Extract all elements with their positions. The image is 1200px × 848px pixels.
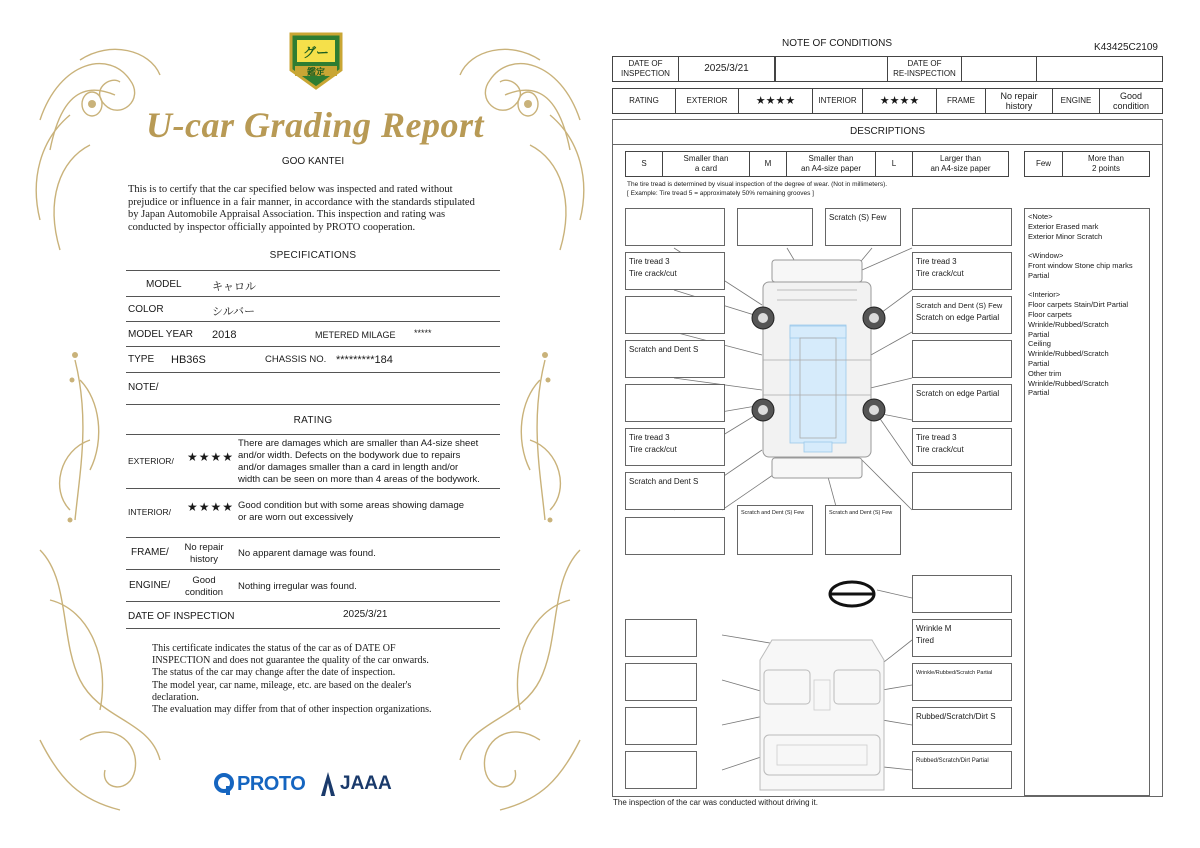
box-line: Wrinkle M (916, 624, 952, 633)
box-line: Scratch on edge Partial (916, 313, 1000, 322)
steering-wheel-icon (830, 582, 874, 606)
label-line: DATE OF (628, 59, 663, 68)
engine-description: Nothing irregular was found. (238, 581, 357, 592)
engine-value-line: Good (192, 575, 216, 586)
date-of-inspection-value: 2025/3/21 (343, 609, 388, 620)
frame-label: FRAME (937, 89, 986, 113)
frame-value (986, 89, 1053, 113)
box-line: Scratch and Dent (S) Few (916, 301, 1003, 310)
note-line: Front window Stone chip marks (1028, 260, 1133, 270)
engine-value (1100, 89, 1162, 113)
badge-bottom-text: 鑑定 (306, 67, 325, 77)
condition-box-rear-right: Scratch and Dent (S) Few (825, 505, 901, 555)
type-label: TYPE (128, 354, 155, 365)
desc-line: Good condition but with some areas showing damage (238, 500, 465, 511)
condition-box-interior-left-2 (625, 663, 697, 701)
legend-s-desc (663, 152, 750, 176)
tire-note-line: [ Example: Tire tread 5 = approximately 50% remaining grooves ] (627, 190, 814, 197)
legend-line: Smaller than (683, 154, 729, 163)
condition-box-front-scratch: Scratch (S) Few (825, 208, 901, 246)
date-row-gap (775, 57, 887, 81)
note-label: NOTE/ (128, 382, 159, 393)
interior-label: INTERIOR (813, 89, 863, 113)
legend-line: 2 points (1091, 164, 1121, 173)
proto-logo-text: PROTO (237, 772, 306, 795)
condition-box-left-rear: Scratch and Dent S (625, 472, 725, 510)
label-line: INSPECTION (621, 69, 670, 78)
desc-line: or are worn out excessively (238, 512, 354, 523)
condition-box-interior-left-4 (625, 751, 697, 789)
condition-box-rear-left: Scratch and Dent (S) Few (737, 505, 813, 555)
box-line: Tire tread 3 (916, 433, 957, 442)
note-line: Floor carpets (1028, 309, 1072, 319)
note-line: Exterior Erased mark (1028, 221, 1099, 231)
frame-label: FRAME/ (131, 547, 169, 558)
proto-mark-icon (213, 772, 235, 796)
note-line: Ceiling (1028, 339, 1051, 349)
desc-line: width can be seen on more than 4 areas of the bodywork. (238, 474, 480, 485)
chassis-value: *********184 (336, 354, 393, 366)
footer-line: INSPECTION and does not guarantee the quality of the car onwards. (152, 655, 429, 667)
intro-line: prejudice or influence in a fair manner, in accordance with the standards stipulated (128, 196, 475, 208)
legend-few-desc (1063, 152, 1149, 176)
metered-mileage-value: ***** (414, 328, 432, 338)
condition-box-front-center (737, 208, 813, 246)
note-line (1028, 281, 1146, 291)
rating-label: RATING (613, 89, 676, 113)
condition-box-left-middle: Scratch and Dent S (625, 340, 725, 378)
engine-label: ENGINE (1053, 89, 1100, 113)
condition-box-right-rear-door: Scratch on edge Partial (912, 384, 1012, 422)
intro-line: This is to certify that the car specified below was inspected and rated without (128, 184, 453, 195)
note-line: Other trim (1028, 368, 1062, 378)
reinspection-value-cell (962, 57, 1037, 81)
box-line: Tired (916, 636, 934, 645)
condition-box-left-rear-tire (625, 428, 725, 466)
value-line: Good (1119, 91, 1143, 101)
value-line: history (1005, 101, 1033, 111)
model-label: MODEL (146, 279, 182, 290)
note-line: Partial (1028, 270, 1050, 280)
box-line: Tire tread 3 (629, 433, 670, 442)
exterior-stars: ★★★★ (739, 89, 813, 113)
footer-line: The evaluation may differ from that of other inspection organizations. (152, 704, 432, 716)
legend-line: Larger than (940, 154, 981, 163)
badge-top-text: グー (302, 45, 329, 60)
footer-line: This certificate indicates the status of the car as of DATE OF (152, 643, 396, 654)
note-line: Wrinkle/Rubbed/Scratch (1028, 319, 1109, 329)
interior-stars: ★★★★ (187, 500, 235, 514)
reinspection-label-cell (887, 57, 962, 81)
desc-line: There are damages which are smaller than A4-size sheet (238, 438, 479, 449)
note-line: Partial (1028, 388, 1050, 398)
value-line: No repair (1000, 91, 1038, 101)
tire-note (627, 180, 1017, 198)
label-line: RE-INSPECTION (893, 69, 956, 78)
box-line: Tire tread 3 (629, 257, 670, 266)
model-year-label: MODEL YEAR (128, 329, 194, 340)
condition-box-console: Rubbed/Scratch/Dirt S (912, 707, 1012, 745)
date-row-right-cell (1037, 57, 1162, 81)
report-footer-note: The inspection of the car was conducted without driving it. (613, 798, 818, 807)
footer-line: declaration. (152, 691, 199, 703)
engine-value-line: condition (184, 587, 224, 598)
condition-box-right-rear (912, 472, 1012, 510)
condition-box-right-front-tire (912, 252, 1012, 290)
certificate-subtitle: GOO KANTEI (281, 156, 345, 167)
note-line: <Interior> (1028, 290, 1061, 300)
date-of-inspection-label: DATE OF INSPECTION (128, 611, 235, 622)
interior-label: INTERIOR/ (128, 507, 171, 517)
condition-box-right-front-door (912, 296, 1012, 334)
condition-box-steering (912, 575, 1012, 613)
condition-box-right-middle (912, 340, 1012, 378)
jaaa-logo (319, 770, 392, 798)
rating-title: RATING (293, 415, 333, 426)
legend-few-table (1024, 151, 1150, 177)
interior-stars: ★★★★ (863, 89, 937, 113)
engine-value (176, 575, 232, 599)
desc-line: and/or damages smaller than a card in length and/or (238, 462, 459, 473)
condition-box-rear-seat: Rubbed/Scratch/Dirt Partial (912, 751, 1012, 789)
note-line: Wrinkle/Rubbed/Scratch (1028, 349, 1109, 359)
note-line: Wrinkle/Rubbed/Scratch (1028, 378, 1109, 388)
condition-box-right-rear-tire (912, 428, 1012, 466)
legend-line: a card (694, 164, 718, 173)
frame-value-line: No repair (184, 542, 224, 553)
engine-label: ENGINE/ (129, 580, 171, 591)
chassis-label: CHASSIS NO. (265, 354, 327, 365)
notes-panel (1024, 208, 1150, 796)
jaaa-logo-text: JAAA (340, 773, 392, 794)
legend-s: S (626, 152, 663, 176)
footer-line: The model year, car name, mileage, etc. are based on the dealer's (152, 679, 412, 691)
frame-description: No apparent damage was found. (238, 548, 376, 559)
value-line: condition (1112, 101, 1150, 111)
footer-line: The status of the car may change after the date of inspection. (152, 667, 396, 679)
condition-box-rear-bottom-left (625, 517, 725, 555)
legend-line: an A4-size paper (930, 164, 991, 173)
note-line: Partial (1028, 329, 1050, 339)
frame-value-line: history (190, 554, 218, 565)
note-line: <Note> (1028, 212, 1053, 221)
interior-description (238, 500, 508, 524)
goo-kantei-badge (287, 30, 345, 92)
date-inspection-label-cell (613, 57, 679, 81)
date-inspection-value: 2025/3/21 (679, 57, 775, 81)
condition-box-interior-left-3 (625, 707, 697, 745)
model-year-value: 2018 (212, 329, 237, 341)
exterior-label: EXTERIOR/ (128, 456, 174, 466)
box-line: Tire crack/cut (629, 445, 677, 454)
legend-m: M (750, 152, 787, 176)
color-value: シルバー (212, 306, 255, 318)
descriptions-title: DESCRIPTIONS (849, 126, 925, 137)
report-id: K43425C2109 (1094, 42, 1158, 53)
legend-m-desc (787, 152, 876, 176)
note-line: Partial (1028, 358, 1050, 368)
legend-few: Few (1025, 152, 1063, 176)
condition-box-front-seat: Wrinkle/Rubbed/Scratch Partial (912, 663, 1012, 701)
exterior-stars: ★★★★ (187, 450, 235, 464)
box-line: Tire crack/cut (916, 269, 964, 278)
certificate-footer (152, 643, 492, 716)
condition-box-front-right (912, 208, 1012, 246)
certificate-intro (128, 184, 508, 234)
legend-table (625, 151, 1009, 177)
desc-line: and/or width. Defects on the bodywork due to repairs (238, 450, 461, 461)
condition-box-interior-left-1 (625, 619, 697, 657)
proto-logo (213, 770, 305, 798)
certificate-title: U-car Grading Report (145, 105, 484, 145)
exterior-description (238, 438, 508, 486)
box-line: Tire crack/cut (629, 269, 677, 278)
jaaa-mark-icon (319, 771, 337, 797)
condition-box-left-front-tire (625, 252, 725, 290)
condition-box-left-front-door (625, 296, 725, 334)
box-line: Tire tread 3 (916, 257, 957, 266)
note-line: Exterior Minor Scratch (1028, 231, 1103, 241)
rating-row (612, 88, 1163, 114)
condition-box-dashboard (912, 619, 1012, 657)
note-line: <Window> (1028, 251, 1064, 261)
condition-box-left-rear-door (625, 384, 725, 422)
exterior-label: EXTERIOR (676, 89, 739, 113)
intro-line: conducted by inspector officially appointed by PROTO cooperation. (128, 221, 416, 233)
intro-line: by Japan Automobile Appraisal Association. This inspection and rating was (128, 209, 446, 220)
color-label: COLOR (128, 304, 164, 315)
note-line: Floor carpets Stain/Dirt Partial (1028, 300, 1129, 310)
model-value: キャロル (212, 281, 256, 293)
legend-line: Smaller than (808, 154, 854, 163)
type-value: HB36S (171, 354, 206, 366)
metered-mileage-label: METERED MILAGE (315, 330, 396, 340)
box-line: Tire crack/cut (916, 445, 964, 454)
report-title: NOTE OF CONDITIONS (782, 38, 892, 49)
legend-line: an A4-size paper (800, 164, 862, 173)
frame-value (176, 542, 232, 566)
legend-l-desc (913, 152, 1008, 176)
label-line: DATE OF (907, 59, 942, 68)
note-line (1028, 241, 1146, 251)
specifications-title: SPECIFICATIONS (269, 250, 357, 261)
legend-line: More than (1087, 154, 1125, 163)
condition-box-front-left (625, 208, 725, 246)
tire-note-line: The tire tread is determined by visual inspection of the degree of wear. (Not in millimeters). (627, 181, 888, 188)
legend-l: L (876, 152, 913, 176)
